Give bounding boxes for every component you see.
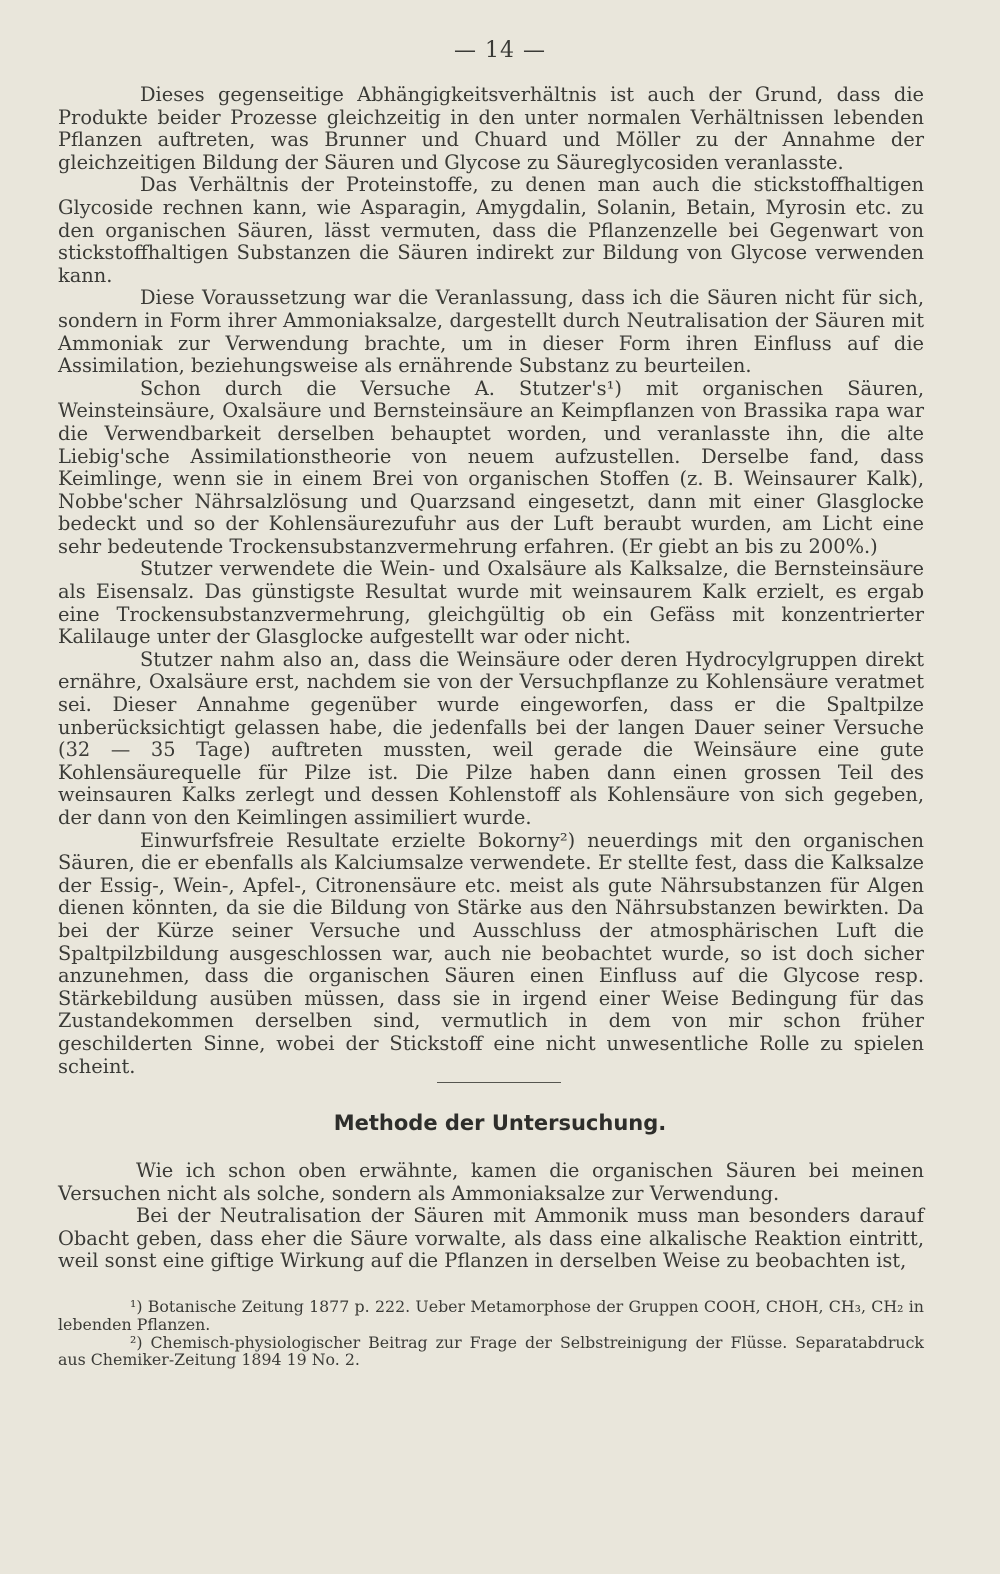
paragraph: Das Verhältnis der Proteinstoffe, zu denen man auch die stickstoffhaltigen Glycoside rechnen kann, wie Asparagin, Amygdalin, Solanin, Betain, Myrosin etc. zu den organischen Säuren, lässt vermuten, dass die Pflanzenzelle bei Gegenwart von stickstoffhaltigen Substanzen die Säuren indirekt zur Bildung von Glycose verwenden kann. [58, 173, 924, 287]
paragraph: Dieses gegenseitige Abhängigkeitsverhältnis ist auch der Grund, dass die Produkte beider Prozesse gleichzeitig in den unter normalen Verhältnissen lebenden Pflanzen auftreten, was Brunner und Chuard und Möller zu der Annahme der gleichzeitigen Bildung der Säuren und Glycose zu Säureglycosiden veranlasste. [58, 83, 924, 174]
footnote: ¹) Botanische Zeitung 1877 p. 222. Ueber Metamorphose der Gruppen COOH, CHOH, CH₃, CH₂ in lebenden Pflanzen. [58, 1297, 924, 1334]
paragraph: Bei der Neutralisation der Säuren mit Ammonik muss man besonders darauf Obacht geben, dass eher die Säure vorwalte, als dass eine alkalische Reaktion eintritt, weil sonst eine giftige Wirkung auf die Pflanzen in derselben Weise zu beobachten ist, [58, 1204, 924, 1273]
footnote: ²) Chemisch-physiologischer Beitrag zur Frage der Selbstreinigung der Flüsse. Separatabdruck aus Chemiker-Zeitung 1894 19 No. 2. [58, 1332, 924, 1370]
paragraph: Stutzer verwendete die Wein- und Oxalsäure als Kalksalze, die Bernsteinsäure als Eisensalz. Das günstigste Resultat wurde mit weinsaurem Kalk erzielt, es ergab eine Trockensubstanzvermehrung, gleichgültig ob ein Gefäss mit konzentrierter Kalilauge unter der Glasglocke aufgestellt war oder nicht. [58, 557, 924, 649]
paragraph: Einwurfsfreie Resultate erzielte Bokorny²) neuerdings mit den organischen Säuren, die er ebenfalls als Kalciumsalze verwendete. Er stellte fest, dass die Kalksalze der Essig-, Wein-, Apfel-, Citronensäure etc. meist als gute Nährsubstanzen für Algen dienen könnten, da sie die Bildung von Stärke aus den Nährsubstanzen bewirkten. Da bei der Kürze seiner Versuche und Ausschluss der atmosphärischen Luft die Spaltpilzbildung ausgeschlossen war, auch nie beobachtet wurde, so ist doch sicher anzunehmen, dass die organischen Säuren einen Einfluss auf die Glycose resp. Stärkebildung ausüben müssen, dass sie in irgend einer Weise Bedingung für das Zustandekommen derselben sind, vermutlich in dem von mir schon früher geschilderten Sinne, wobei der Stickstoff eine nicht unwesentliche Rolle zu spielen scheint. [58, 828, 924, 1078]
section-divider [437, 1082, 561, 1083]
paragraph: Wie ich schon oben erwähnte, kamen die organischen Säuren bei meinen Versuchen nicht als solche, sondern als Ammoniaksalze zur Verwendung. [58, 1159, 924, 1205]
section-body-text [58, 1160, 924, 1273]
section-heading: Methode der Untersuchung. [333, 1111, 667, 1135]
body-text [58, 84, 924, 1078]
paragraph: Schon durch die Versuche A. Stutzer's¹) mit organischen Säuren, Weinsteinsäure, Oxalsäure und Bernsteinsäure an Keimpflanzen von Brassika rapa war die Verwendbarkeit derselben behauptet worden, und veranlasste ihn, die alte Liebig'sche Assimilationstheorie von neuem aufzustellen. Derselbe fand, dass Keimlinge, wenn sie in einem Brei von organischen Stoffen (z. B. Weinsaurer Kalk), Nobbe'scher Nährsalzlösung und Quarzsand eingesetzt, dann mit einer Glasglocke bedeckt und so der Kohlensäurezufuhr aus der Luft beraubt wurden, am Licht eine sehr bedeutende Trockensubstanzvermehrung erfahren. (Er giebt an bis zu 200%.) [58, 376, 924, 558]
footnotes [58, 1298, 924, 1369]
page-number: — 14 — [454, 38, 546, 63]
paragraph: Stutzer nahm also an, dass die Weinsäure oder deren Hydrocylgruppen direkt ernähre, Oxalsäure erst, nachdem sie von der Versuchpflanze zu Kohlensäure veratmet sei. Dieser Annahme gegenüber wurde eingeworfen, dass er die Spaltpilze unberücksichtigt gelassen habe, die jedenfalls bei der langen Dauer seiner Versuche (32 — 35 Tage) auftreten mussten, weil gerade die Weinsäure eine gute Kohlensäurequelle für Pilze ist. Die Pilze haben dann einen grossen Teil des weinsauren Kalks zerlegt und dessen Kohlenstoff als Kohlensäure von sich gegeben, der dann von den Keimlingen assimiliert wurde. [58, 647, 924, 829]
paragraph: Diese Voraussetzung war die Veranlassung, dass ich die Säuren nicht für sich, sondern in Form ihrer Ammoniaksalze, dargestellt durch Neutralisation der Säuren mit Ammoniak zur Verwendung brachte, um in dieser Form ihren Einfluss auf die Assimilation, beziehungsweise als ernährende Substanz zu beurteilen. [58, 286, 924, 378]
